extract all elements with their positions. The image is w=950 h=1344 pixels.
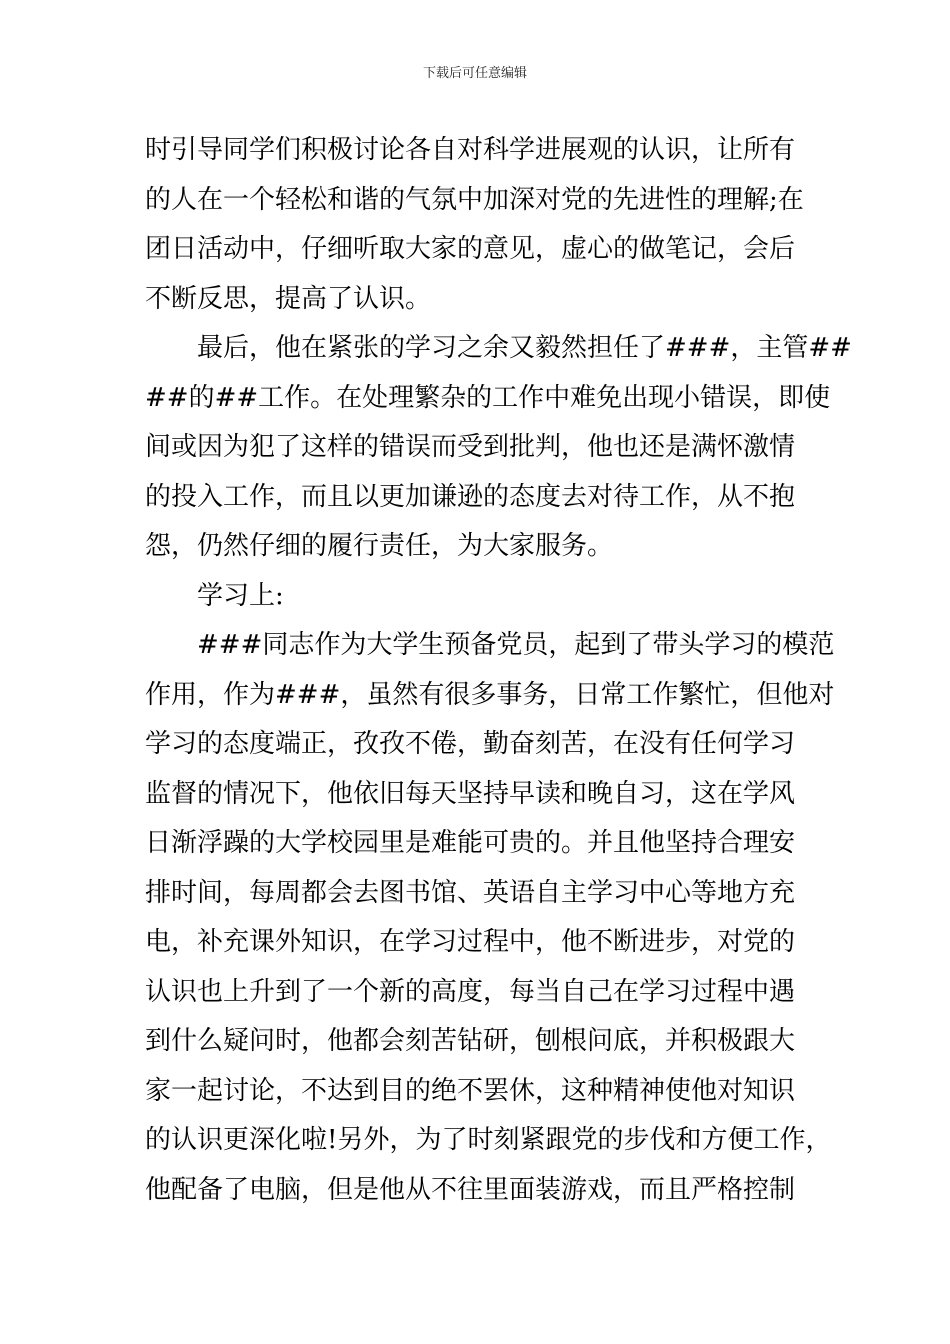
text-line: 团日活动中，仔细听取大家的意见，虚心的做笔记，会后: [145, 234, 796, 264]
text-line: 间或因为犯了这样的错误而受到批判，他也还是满怀激情: [145, 432, 796, 462]
text-line: 学习的态度端正，孜孜不倦，勤奋刻苦，在没有任何学习: [145, 729, 796, 759]
text-line: 排时间，每周都会去图书馆、英语自主学习中心等地方充: [145, 877, 796, 908]
text-line: 日渐浮躁的大学校园里是难能可贵的。并且他坚持合理安: [145, 828, 796, 858]
text-line: 他配备了电脑，但是他从不往里面装游戏，而且严格控制: [145, 1174, 796, 1205]
section-heading: 学习上:: [197, 580, 284, 611]
paragraph-first-line: 最后，他在紧张的学习之余又毅然担任了###，主管##: [197, 333, 852, 363]
page-header: 下载后可任意编辑: [422, 66, 527, 81]
text-line: 到什么疑问时，他都会刻苦钻研，刨根问底，并积极跟大: [145, 1026, 796, 1056]
text-line: 的认识更深化啦!另外，为了时刻紧跟党的步伐和方便工作，: [145, 1125, 832, 1155]
text-line: 电，补充课外知识，在学习过程中，他不断进步，对党的: [145, 927, 796, 957]
text-line: 作用，作为###，虽然有很多事务，日常工作繁忙，但他对: [145, 679, 835, 710]
text-line: 不断反思，提高了认识。: [145, 283, 432, 314]
text-line: 家一起讨论，不达到目的绝不罢休，这种精神使他对知识: [145, 1075, 796, 1106]
text-line: 怨，仍然仔细的履行责任，为大家服务。: [145, 531, 614, 561]
text-line: 的人在一个轻松和谐的气氛中加深对党的先进性的理解;在: [145, 184, 804, 215]
text-line: 监督的情况下，他依旧每天坚持早读和晚自习，这在学风: [145, 778, 796, 809]
text-line: 的投入工作，而且以更加谦逊的态度去对待工作，从不抱: [145, 481, 796, 512]
text-line: ##的##工作。在处理繁杂的工作中难免出现小错误，即使: [145, 382, 831, 413]
document-body: [145, 126, 852, 1215]
paragraph-first-line: ###同志作为大学生预备党员，起到了带头学习的模范: [197, 630, 835, 660]
text-line: 认识也上升到了一个新的高度，每当自己在学习过程中遇: [145, 976, 796, 1007]
text-line: 时引导同学们积极讨论各自对科学进展观的认识，让所有: [145, 135, 796, 165]
